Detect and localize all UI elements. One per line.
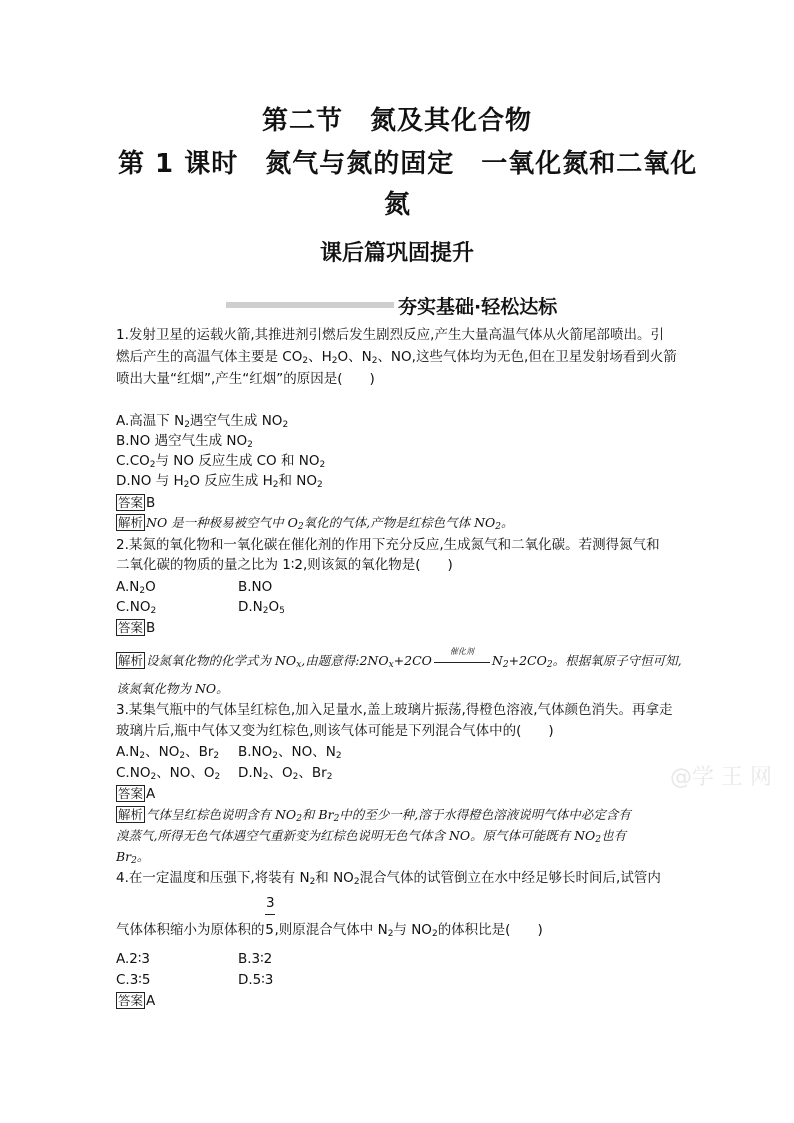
catalyst-arrow [432, 647, 492, 667]
q1-line3: 喷出大量“红烟”,产生“红烟”的原因是( ) [116, 371, 375, 387]
q3-analysis-line2: 溴蒸气,所得无色气体遇空气重新变为红棕色说明无色气体含 NO。原气体可能既有 $NO_2$也有 [116, 828, 627, 845]
q4-option-b: B.3∶2 [238, 951, 273, 967]
q1-line2: 燃后产生的高温气体主要是 $CO_2$、$H_2O$、$N_2$、NO,这些气体均为无色,但在卫星发射场看到火箭 [116, 349, 677, 366]
q4-line1: 4.在一定温度和压强下,将装有 $N_2$和 $NO_2$混合气体的试管倒立在水中经足够长时间后,试管内 [116, 870, 661, 887]
q3-analysis-line3: $Br_2$。 [116, 849, 150, 866]
analysis-label: 解析 [118, 515, 144, 530]
fraction-bar [265, 914, 275, 915]
q1-analysis: 解析 NO 是一种极易被空气中 $O_2$氧化的气体,产物是红棕色气体 $NO_2$。 [118, 515, 514, 532]
q4-option-d: D.5∶3 [238, 972, 274, 988]
analysis-label: 解析 [118, 807, 144, 822]
q4-option-c: C.3∶5 [116, 972, 151, 988]
section-divider-bar [226, 302, 394, 308]
q3-answer: 答案 A [118, 786, 156, 802]
answer-label: 答案 [118, 495, 144, 510]
q2-option-c: $C.NO_2$ [116, 599, 157, 616]
q2-option-a: $A.N_2O$ [116, 579, 156, 596]
answer-label: 答案 [118, 786, 144, 801]
q3-line2: 玻璃片后,瓶中气体又变为红棕色,则该气体可能是下列混合气体中的( ) [116, 723, 554, 739]
q4-answer: 答案 A [118, 993, 156, 1009]
fraction-denominator: 5 [265, 922, 274, 938]
section-title: 第二节 氮及其化合物 [261, 106, 532, 136]
q2-answer: 答案 B [118, 620, 156, 636]
q2-line1: 2.某氮的氧化物和一氧化碳在催化剂的作用下充分反应,生成氮气和二氧化碳。若测得氮气和 [116, 537, 660, 553]
analysis-label: 解析 [118, 653, 144, 668]
q2-line2: 二氧化碳的物质的量之比为 1∶2,则该氮的氧化物是( ) [116, 557, 453, 573]
fraction-numerator: 3 [266, 895, 275, 911]
watermark: @学 王 网 [670, 765, 772, 790]
answer-label: 答案 [118, 993, 144, 1008]
catalyst-label: 催化剂 [449, 647, 474, 656]
q2-analysis-line2: 该氮氧化物为 NO。 [116, 681, 229, 696]
q3-option-a: $A.N_2$、$NO_2$、$Br_2$ [116, 744, 220, 761]
q4-option-a: A.2∶3 [116, 951, 150, 967]
subtitle: 课后篇巩固提升 [319, 241, 474, 266]
q3-line1: 3.某集气瓶中的气体呈红棕色,加入足量水,盖上玻璃片振荡,得橙色溶液,气体颜色消失。再拿走 [116, 702, 673, 718]
q1-option-d: D.NO 与 $H_2O$ 反应生成 $H_2$和 $NO_2$ [116, 473, 323, 490]
q1-option-a: A.高温下 $N_2$遇空气生成 $NO_2$ [116, 413, 289, 430]
q1-answer: 答案 B [118, 495, 156, 511]
lesson-title-line1: 第 1 课时 氮气与氮的固定 一氧化氮和二氧化 [118, 149, 698, 179]
q1-option-b: B.NO 遇空气生成 $NO_2$ [116, 433, 253, 450]
q4-line2: 气体体积缩小为原体积的5,则原混合气体中 $N_2$与 $NO_2$的体积比是( ) [116, 922, 543, 939]
q1-line1: 1.发射卫星的运载火箭,其推进剂引燃后发生剧烈反应,产生大量高温气体从火箭尾部喷出。引 [116, 327, 664, 343]
q3-analysis: 解析 气体呈红棕色说明含有 $NO_2$和 $Br_2$中的至少一种,溶于水得橙色溶液说明气体中必定含有 [118, 807, 631, 824]
q2-option-b: B.NO [238, 579, 273, 595]
answer-label: 答案 [118, 620, 144, 635]
q3-option-c: $C.NO_2$、NO、$O_2$ [116, 765, 221, 782]
lesson-title-line2: 氮 [383, 190, 410, 220]
q3-option-d: $D.N_2$、$O_2$、$Br_2$ [238, 765, 333, 782]
q1-option-c: $C.CO_2$与 NO 反应生成 CO 和 $NO_2$ [116, 453, 326, 470]
q3-option-b: $B.NO_2$、NO、$N_2$ [238, 744, 342, 761]
part-title: 夯实基础·轻松达标 [398, 296, 558, 318]
q2-analysis: 解析 设氮氧化物的化学式为 $NO_x$,由题意得$:2NO_x+2CO$ 催化剂 $N_2+2CO_2$。根据氧原子守恒可知, [116, 652, 682, 670]
q2-option-d: $D.N_2O_5$ [238, 599, 285, 616]
